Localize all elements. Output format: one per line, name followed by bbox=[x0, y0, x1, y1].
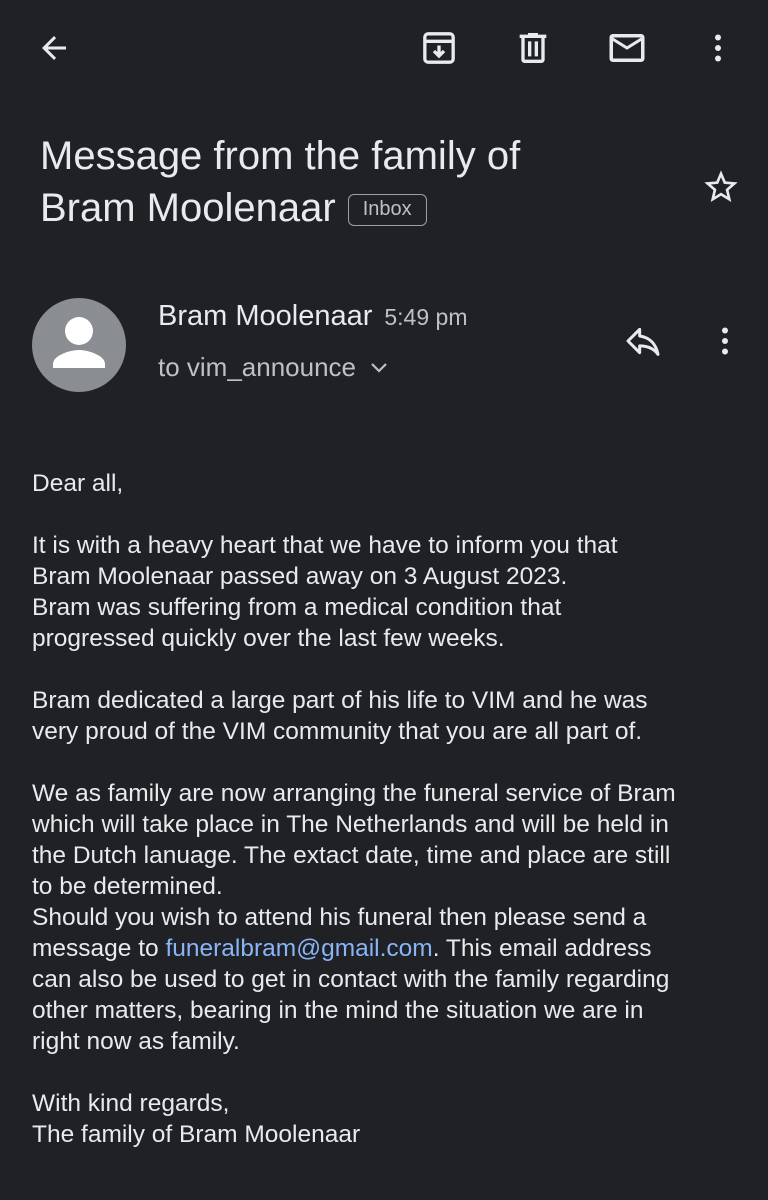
recipients-toggle[interactable] bbox=[158, 352, 388, 383]
reply-button[interactable] bbox=[616, 314, 670, 368]
body-line: to be determined. bbox=[32, 873, 223, 900]
mark-unread-button[interactable] bbox=[599, 20, 655, 76]
mail-icon bbox=[606, 27, 648, 69]
body-line: Bram was suffering from a medical condition that bbox=[32, 594, 562, 621]
body-line: other matters, bearing in the mind the situation we are in bbox=[32, 997, 644, 1024]
more-options-button[interactable] bbox=[690, 20, 746, 76]
reply-icon bbox=[623, 321, 663, 361]
trash-icon bbox=[513, 28, 553, 68]
inbox-label-chip[interactable]: Inbox bbox=[348, 194, 427, 226]
message-more-button[interactable] bbox=[698, 314, 752, 368]
subject-line-1: Message from the family of bbox=[40, 134, 521, 178]
sent-time: 5:49 pm bbox=[384, 304, 468, 330]
email-subject bbox=[40, 130, 680, 234]
body-line: We as family are now arranging the funeral service of Bram bbox=[32, 780, 676, 807]
body-line: which will take place in The Netherlands and will be held in bbox=[32, 811, 669, 838]
person-icon bbox=[32, 298, 126, 392]
body-line: progressed quickly over the last few weeks. bbox=[32, 625, 505, 652]
body-line: very proud of the VIM community that you are all part of. bbox=[32, 718, 643, 745]
body-line: It is with a heavy heart that we have to inform you that bbox=[32, 532, 618, 559]
subject-line-2: Bram Moolenaar bbox=[40, 186, 336, 230]
email-body bbox=[32, 468, 748, 1150]
body-line: right now as family. bbox=[32, 1028, 240, 1055]
body-line: can also be used to get in contact with the family regarding bbox=[32, 966, 670, 993]
link-prefix: message to bbox=[32, 935, 166, 962]
more-vert-icon bbox=[707, 323, 743, 359]
arrow-left-icon bbox=[36, 30, 72, 66]
greeting: Dear all, bbox=[32, 470, 124, 497]
body-line: Should you wish to attend his funeral then please send a bbox=[32, 904, 647, 931]
chevron-down-icon bbox=[370, 362, 388, 374]
sender-name[interactable]: Bram Moolenaar bbox=[158, 300, 373, 332]
body-line: Bram dedicated a large part of his life to VIM and he was bbox=[32, 687, 648, 714]
body-line: Bram Moolenaar passed away on 3 August 2023. bbox=[32, 563, 568, 590]
archive-icon bbox=[419, 28, 459, 68]
email-link[interactable]: funeralbram@gmail.com bbox=[165, 935, 433, 962]
signature: The family of Bram Moolenaar bbox=[32, 1121, 361, 1148]
link-suffix: . This email address bbox=[432, 935, 652, 962]
star-outline-icon bbox=[701, 167, 741, 207]
more-vert-icon bbox=[700, 30, 736, 66]
sender-avatar[interactable] bbox=[32, 298, 126, 392]
recipients-text: to vim_announce bbox=[158, 352, 357, 382]
top-toolbar bbox=[0, 0, 768, 96]
body-line: the Dutch lanuage. The extact date, time and place are still bbox=[32, 842, 671, 869]
closing: With kind regards, bbox=[32, 1090, 230, 1117]
archive-button[interactable] bbox=[411, 20, 467, 76]
delete-button[interactable] bbox=[505, 20, 561, 76]
back-button[interactable] bbox=[26, 20, 82, 76]
sender-row bbox=[158, 300, 467, 340]
star-button[interactable] bbox=[694, 160, 748, 214]
body-line-with-link bbox=[32, 933, 748, 964]
